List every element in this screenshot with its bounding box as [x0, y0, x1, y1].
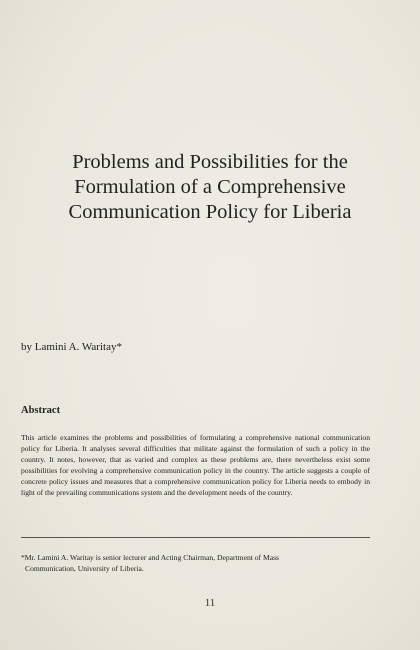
abstract-body: This article examines the problems and possibilities of formulating a comprehensive national communication policy for Liberia. It analyses several difficulties that militate against the formulation of such a policy in the country. It notes, however, that as varied and complex as these problems are, there nevertheless exist some possibilities for evolving a comprehensive communication policy in the country. The article suggests a couple of concrete policy issues and measures that a comprehensive communication policy for Liberia needs to embody in light of the prevailing communications system and the development needs of the country. [21, 433, 370, 497]
author-byline: by Lamini A. Waritay* [21, 341, 122, 353]
title-line-3: Communication Policy for Liberia [68, 201, 352, 223]
author-footnote [21, 553, 370, 574]
footnote-line-2: Communication, University of Liberia. [25, 563, 144, 573]
article-title [30, 150, 390, 225]
title-line-2: Formulation of a Comprehensive [74, 176, 346, 198]
footnote-divider [21, 537, 370, 538]
page-number: 11 [204, 597, 216, 609]
footnote-line-1: *Mr. Lamini A. Waritay is senior lecturer and Acting Chairman, Department of Mass [21, 553, 280, 562]
title-line-1: Problems and Possibilities for the [72, 151, 348, 173]
abstract-heading: Abstract [21, 405, 61, 416]
